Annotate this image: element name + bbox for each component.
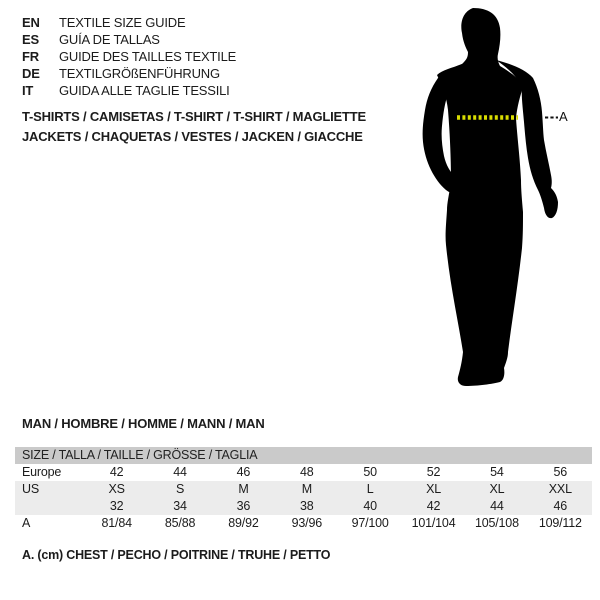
language-label: GUIDE DES TAILLES TEXTILE bbox=[59, 49, 237, 64]
table-row-chest-a bbox=[15, 515, 592, 532]
table-cell: 81/84 bbox=[101, 516, 132, 530]
language-code: IT bbox=[22, 83, 34, 98]
table-cell: XXL bbox=[548, 482, 572, 496]
section-title: MAN / HOMBRE / HOMME / MANN / MAN bbox=[22, 416, 265, 431]
table-cell: 34 bbox=[173, 499, 187, 513]
table-cell: XL bbox=[489, 482, 505, 496]
man-figure bbox=[400, 0, 600, 400]
language-row-fr bbox=[22, 48, 236, 65]
table-cell: XL bbox=[426, 482, 441, 496]
table-cell: 52 bbox=[426, 465, 441, 479]
language-code: FR bbox=[22, 49, 39, 64]
language-code: ES bbox=[22, 32, 39, 47]
table-cell: 42 bbox=[109, 465, 124, 479]
table-row-us bbox=[15, 481, 592, 498]
table-cell: 89/92 bbox=[228, 516, 259, 530]
table-cell: 93/96 bbox=[291, 516, 322, 530]
table-cell: 40 bbox=[363, 499, 377, 513]
language-label: GUÍA DE TALLAS bbox=[59, 32, 160, 47]
table-cell: 36 bbox=[236, 499, 251, 513]
table-row-numeric bbox=[15, 498, 592, 515]
category-heading bbox=[22, 107, 366, 147]
row-label bbox=[15, 498, 85, 515]
language-code: EN bbox=[22, 15, 40, 30]
table-cell: 32 bbox=[109, 499, 124, 513]
table-cell: L bbox=[366, 482, 374, 496]
size-table bbox=[15, 447, 592, 532]
table-cell: 56 bbox=[553, 465, 568, 479]
table-cell: 46 bbox=[236, 465, 251, 479]
table-row-europe bbox=[15, 464, 592, 481]
table-cell: 50 bbox=[363, 465, 377, 479]
category-line-tshirts: T-SHIRTS / CAMISETAS / T-SHIRT / T-SHIRT / MAGLIETTE bbox=[22, 109, 366, 124]
language-row-es bbox=[22, 31, 236, 48]
table-cell: 54 bbox=[490, 465, 504, 479]
table-cell: M bbox=[238, 482, 249, 496]
table-cell: S bbox=[175, 482, 185, 496]
language-label: TEXTILGRÖßENFÜHRUNG bbox=[59, 66, 220, 81]
table-cell: M bbox=[301, 482, 312, 496]
table-cell: 85/88 bbox=[164, 516, 196, 530]
table-cell: 44 bbox=[173, 465, 187, 479]
language-label: TEXTILE SIZE GUIDE bbox=[59, 15, 186, 30]
category-line-jackets: JACKETS / CHAQUETAS / VESTES / JACKEN / GIACCHE bbox=[22, 129, 363, 144]
table-cell: 105/108 bbox=[475, 516, 519, 530]
measurement-footnote: A. (cm) CHEST / PECHO / POITRINE / TRUHE / PETTO bbox=[22, 548, 331, 562]
language-label: GUIDA ALLE TAGLIE TESSILI bbox=[59, 83, 230, 98]
table-cell: 48 bbox=[300, 465, 314, 479]
table-cell: 42 bbox=[426, 499, 441, 513]
table-cell: 97/100 bbox=[351, 516, 389, 530]
table-cell: 44 bbox=[490, 499, 504, 513]
language-list bbox=[22, 14, 236, 99]
row-label: US bbox=[22, 482, 39, 496]
measure-label-a: A bbox=[559, 109, 568, 124]
table-cell: 38 bbox=[300, 499, 314, 513]
table-cell: 101/104 bbox=[411, 516, 456, 530]
language-code: DE bbox=[22, 66, 40, 81]
man-silhouette bbox=[400, 0, 600, 400]
language-row-en bbox=[22, 14, 236, 31]
table-cell: 46 bbox=[553, 499, 568, 513]
table-cell: 109/112 bbox=[538, 516, 582, 530]
table-cell: XS bbox=[108, 482, 125, 496]
size-table-header: SIZE / TALLA / TAILLE / GRÖSSE / TAGLIA bbox=[15, 447, 592, 464]
language-row-de bbox=[22, 65, 236, 82]
row-label: Europe bbox=[22, 465, 62, 479]
row-label: A bbox=[22, 516, 31, 530]
language-row-it bbox=[22, 82, 236, 99]
